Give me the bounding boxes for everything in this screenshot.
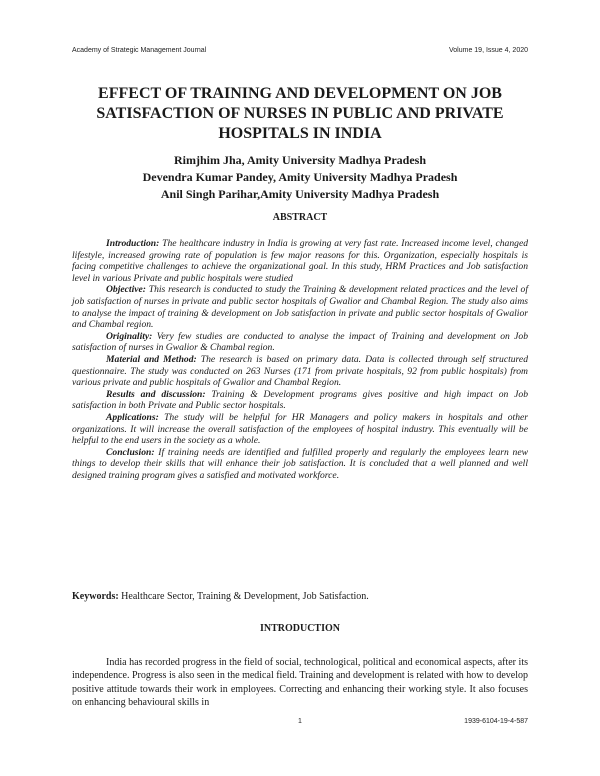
journal-name: Academy of Strategic Management Journal [72,47,207,54]
abstract-introduction [72,238,528,284]
author-1: Rimjhim Jha, Amity University Madhya Pradesh [174,153,426,167]
author-2: Devendra Kumar Pandey, Amity University Madhya Pradesh [142,170,458,184]
author-3: Anil Singh Parihar,Amity University Madhya Pradesh [160,187,440,201]
abstract-text: The research is based on primary data. Data is collected through self structured questionnaire. The study was conducted on 263 Nurses (171 from private hospitals, 92 from public hospitals) from various private and public hospitals of Gwalior and Chambal Region. [72,353,528,389]
abstract-label: Objective: [106,284,146,296]
keywords-label: Keywords: [72,591,119,602]
abstract-text: If training needs are identified and fulfilled properly and regularly the employees learn new things to develop their skills that will enhance their job satisfaction. It is concluded that a well planned and well designed training program gives a satisfied and motivated workforce. [72,446,528,481]
abstract-text: The study will be helpful for HR Managers and policy makers in hospitals and other organizations. It will increase the overall satisfaction of the employees of hospital industry. This eventually will be helpful to the end users in the society as a whole. [72,411,528,447]
abstract-text: The healthcare industry in India is growing at very fast rate. Increased income level, changed lifestyle, increased growing rate of population is few major reasons for this. Organization, especially hospitals is facing competitive challenges to achieve the organizational goal. In this study, HRM Practices and Job satisfaction level in various Private and public hospitals were studied [72,238,528,284]
introduction-body [72,656,528,710]
abstract-applications [72,412,528,447]
volume-issue: Volume 19, Issue 4, 2020 [449,47,528,54]
page-number: 1 [298,718,302,725]
abstract-label: Material and Method: [106,353,197,365]
abstract-label: Originality: [106,330,153,342]
abstract-label: Conclusion: [106,446,155,458]
abstract-text: Training & Development programs gives positive and high impact on Job satisfaction in both Private and Public sector hospitals. [72,388,528,412]
introduction-heading: INTRODUCTION [259,623,340,634]
abstract-text: This research is conducted to study the Training & development related practices and the level of job satisfaction of nurses in private and public sector hospitals of Gwalior and Chambal Region. The study also aims to analyse the impact of training & development on Job satisfaction in private and public sector hospitals of Gwalior and Chambal region. [72,284,528,331]
abstract-label: Results and discussion: [106,388,206,400]
running-header [72,47,528,54]
abstract-text: Very few studies are conducted to analyse the impact of Training and development on Job satisfaction of nurses in Gwalior & Chambal region. [72,330,528,354]
article-id: 1939-6104-19-4-587 [464,718,528,725]
author-list [60,152,540,203]
abstract-label: Applications: [106,411,159,423]
abstract-heading: ABSTRACT [272,212,328,223]
abstract-conclusion [72,447,528,482]
abstract-originality [72,331,528,354]
abstract-objective [72,284,528,330]
abstract-results [72,389,528,412]
abstract-body [72,238,528,481]
abstract-label: Introduction: [106,238,160,249]
keywords-line [72,591,528,602]
introduction-paragraph: India has recorded progress in the field of social, technological, political and economical aspects, after its independence. Progress is also seen in the medical field. Training and development is related with how to develop positive attitude towards their work in employees. Correcting and enhancing their working style. It also focuses on enhancing behavioural skills in [72,657,528,709]
keywords-text: Healthcare Sector, Training & Development, Job Satisfaction. [118,591,369,602]
paper-title: EFFECT OF TRAINING AND DEVELOPMENT ON JOB SATISFACTION OF NURSES IN PUBLIC AND PRIVATE HOSPITALS IN INDIA [96,85,504,142]
abstract-method [72,354,528,389]
